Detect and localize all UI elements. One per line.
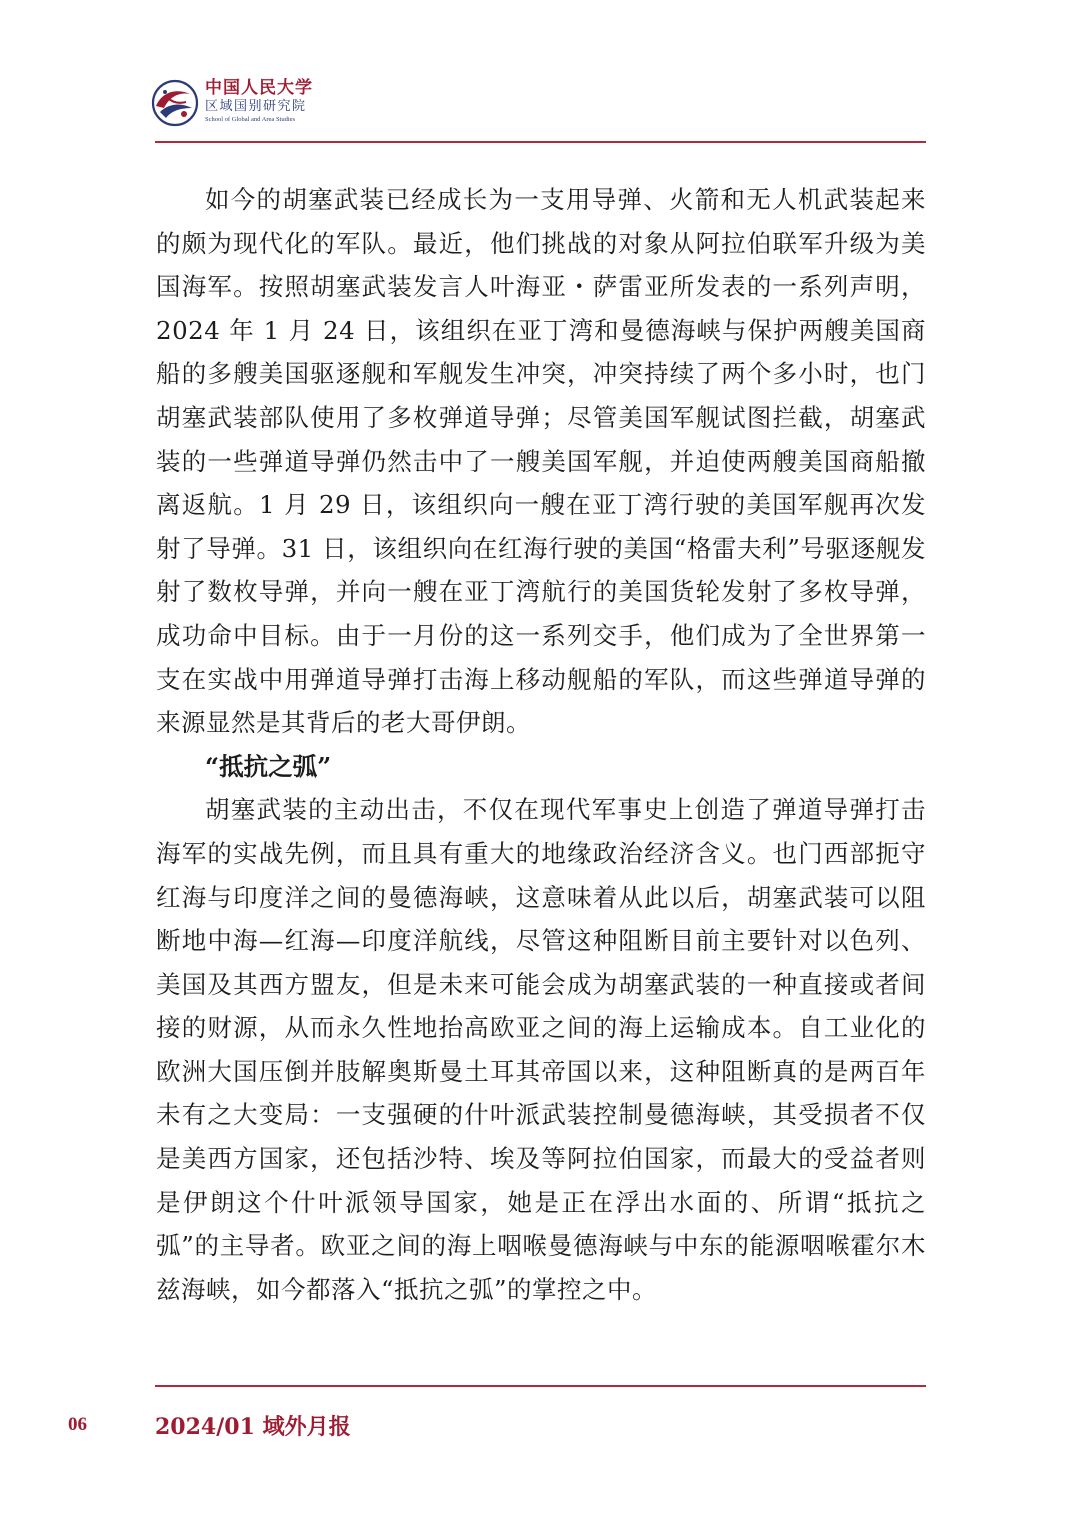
logo-text (205, 78, 313, 124)
university-emblem-icon (150, 78, 200, 128)
footer-divider (155, 1385, 926, 1387)
university-name: 中国人民大学 (205, 78, 313, 98)
body-paragraph: 胡塞武装的主动出击，不仅在现代军事史上创造了弹道导弹打击海军的实战先例，而且具有重大的地缘政治经济含义。也门西部扼守红海与印度洋之间的曼德海峡，这意味着从此以后，胡塞武装可以阻断地中海—红海—印度洋航线，尽管这种阻断目前主要针对以色列、美国及其西方盟友，但是未来可能会成为胡塞武装的一种直接或者间接的财源，从而永久性地抬高欧亚之间的海上运输成本。自工业化的欧洲大国压倒并肢解奥斯曼土耳其帝国以来，这种阻断真的是两百年未有之大变局：一支强硬的什叶派武装控制曼德海峡，其受损者不仅是美西方国家，还包括沙特、埃及等阿拉伯国家，而最大的受益者则是伊朗这个什叶派领导国家，她是正在浮出水面的、所谓“抵抗之弧”的主导者。欧亚之间的海上咽喉曼德海峡与中东的能源咽喉霍尔木兹海峡，如今都落入“抵抗之弧”的掌控之中。 (156, 795, 926, 1304)
footer-publication (155, 1410, 351, 1441)
body-paragraph: 如今的胡塞武装已经成长为一支用导弹、火箭和无人机武装起来的颇为现代化的军队。最近，他们挑战的对象从阿拉伯联军升级为美国海军。按照胡塞武装发言人叶海亚・萨雷亚所发表的一系列声明，2024 年 1 月 24 日，该组织在亚丁湾和曼德海峡与保护两艘美国商船的多艘美国驱逐舰和军舰发生冲突，冲突持续了两个多小时，也门胡塞武装部队使用了多枚弹道导弹；尽管美国军舰试图拦截，胡塞武装的一些弹道导弹仍然击中了一艘美国军舰，并迫使两艘美国商船撤离返航。1 月 29 日，该组织向一艘在亚丁湾行驶的美国军舰再次发射了导弹。31 日，该组织向在红海行驶的美国“格雷夫利”号驱逐舰发射了数枚导弹，并向一艘在亚丁湾航行的美国货轮发射了多枚导弹，成功命中目标。由于一月份的这一系列交手，他们成为了全世界第一支在实战中用弹道导弹打击海上移动舰船的军队，而这些弹道导弹的来源显然是其背后的老大哥伊朗。 (156, 185, 926, 738)
school-name: 区域国别研究院 (205, 99, 307, 114)
header-divider (155, 141, 926, 143)
issue-date: 2024/01 (155, 1414, 255, 1440)
page-number: 06 (68, 1414, 87, 1435)
page-header (150, 72, 926, 142)
publication-name: 域外月报 (262, 1414, 351, 1440)
school-name-english: School of Global and Area Studies (205, 116, 296, 123)
section-heading: “抵抗之弧” (205, 751, 332, 781)
article-body (156, 178, 926, 1311)
